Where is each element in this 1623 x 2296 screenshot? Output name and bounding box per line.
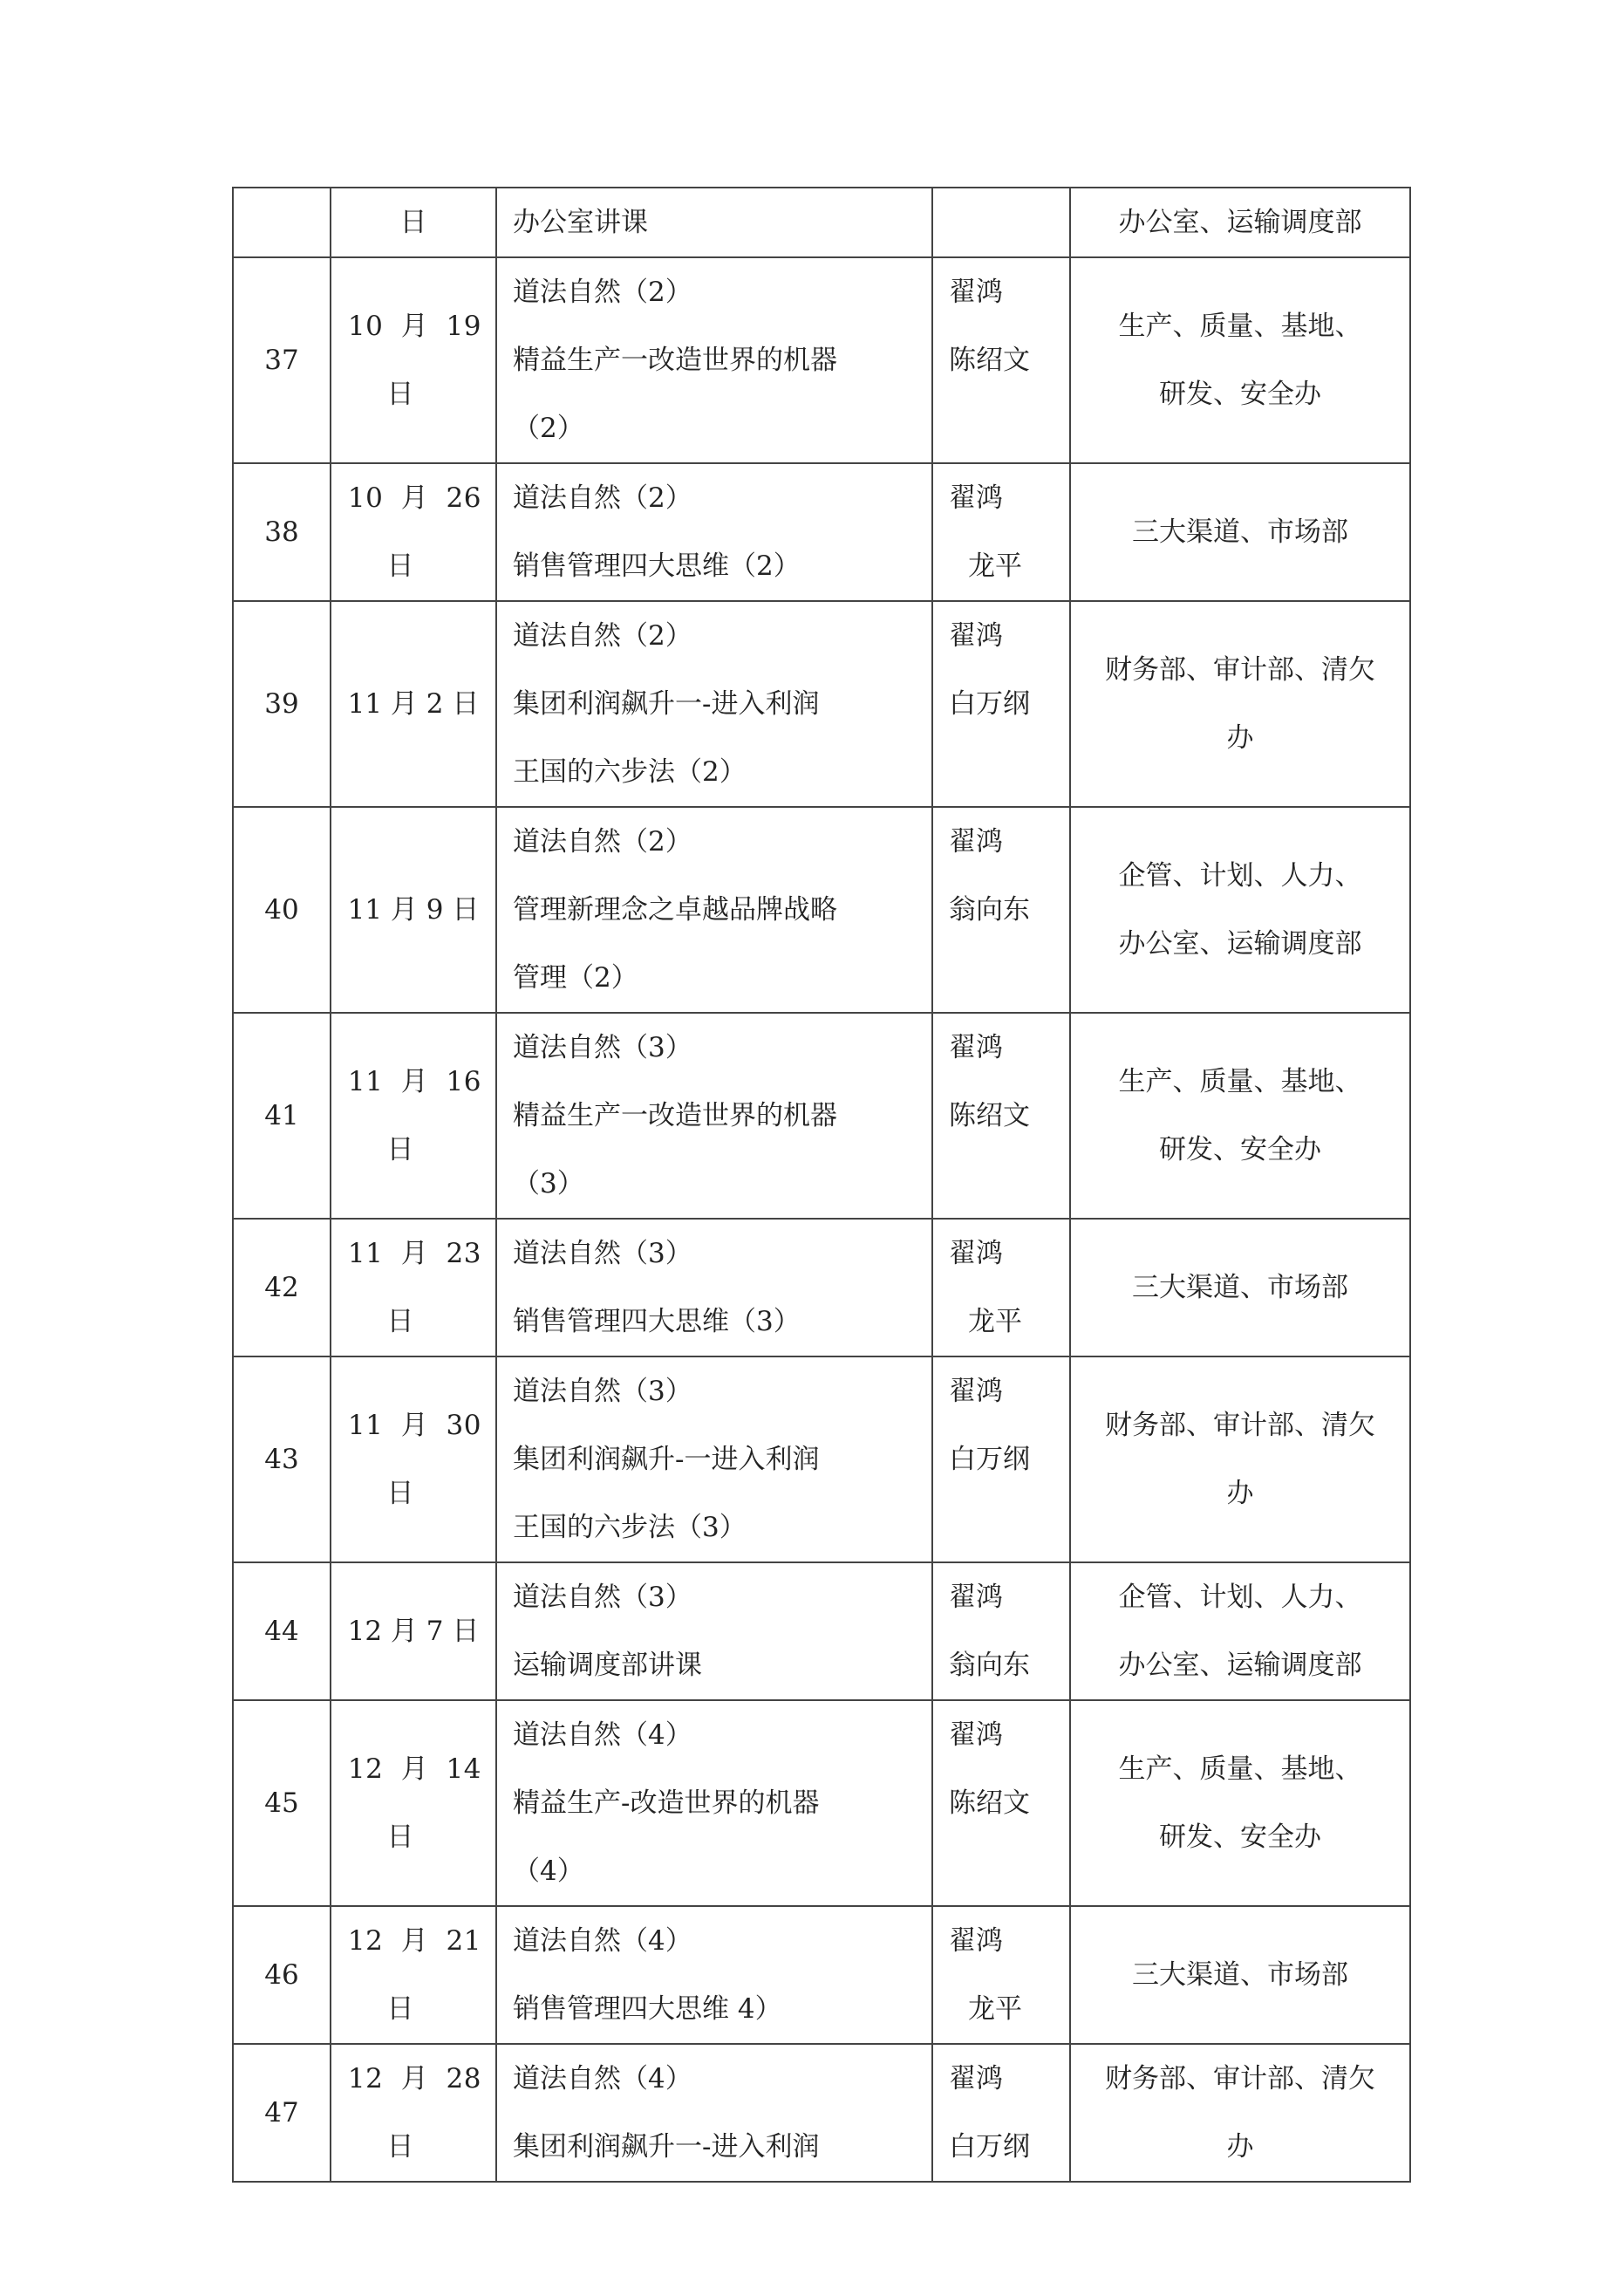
department-line: 财务部、审计部、清欠 [1105, 1410, 1375, 1441]
course-line: 精益生产一改造世界的机器 [513, 1100, 837, 1131]
cell-department [1070, 2044, 1410, 2182]
row-number: 40 [264, 894, 299, 926]
lecturer-name: 翟鸿 [949, 1238, 1003, 1269]
cell-date [331, 1013, 496, 1219]
lecturer-name: 翟鸿 [949, 1376, 1003, 1407]
row-number: 45 [264, 1787, 299, 1819]
cell-number [233, 1219, 331, 1356]
department-line: 研发、安全办 [1159, 1821, 1321, 1853]
cell-lecturer [932, 188, 1070, 257]
table-row [233, 1700, 1410, 1906]
cell-course [496, 1700, 932, 1906]
course-line: 集团利润飙升一-进入利润 [513, 688, 820, 720]
course-line: 道法自然（3） [513, 1032, 692, 1063]
lecturer-name: 翟鸿 [949, 620, 1003, 652]
date-line: 12 月 21 [347, 1925, 481, 1957]
date-line: 11 月 23 [347, 1238, 481, 1269]
department-line: 企管、计划、人力、 [1118, 860, 1362, 892]
department-line: 财务部、审计部、清欠 [1105, 2063, 1375, 2094]
course-line: （2） [513, 413, 584, 444]
table-row [233, 1906, 1410, 2044]
department-line: 办 [1226, 2131, 1254, 2163]
date-line: 11 月 9 日 [347, 894, 480, 926]
cell-department [1070, 1219, 1410, 1356]
row-number: 43 [264, 1444, 299, 1475]
date-line: 11 月 16 [347, 1066, 481, 1097]
date-line: 日 [386, 1821, 414, 1853]
table-row [233, 463, 1410, 601]
date-line: 日 [386, 1478, 414, 1509]
cell-lecturer [932, 601, 1070, 807]
table-row [233, 257, 1410, 463]
department-line: 生产、质量、基地、 [1118, 311, 1362, 342]
course-line: 道法自然（2） [513, 482, 692, 514]
course-line: 道法自然（2） [513, 620, 692, 652]
lecturer-name: 翟鸿 [949, 1925, 1003, 1957]
lecturer-name: 翁向东 [949, 1650, 1030, 1681]
cell-date [331, 2044, 496, 2182]
cell-course [496, 1906, 932, 2044]
department-line: 生产、质量、基地、 [1118, 1066, 1362, 1097]
row-number: 46 [264, 1959, 299, 1991]
cell-lecturer [932, 257, 1070, 463]
lecturer-name: 翟鸿 [949, 1719, 1003, 1751]
cell-lecturer [932, 807, 1070, 1013]
lecturer-name: 翟鸿 [949, 2063, 1003, 2094]
row-number: 44 [264, 1616, 299, 1647]
date-line: 日 [386, 2131, 414, 2163]
cell-course [496, 1562, 932, 1700]
cell-lecturer [932, 1356, 1070, 1562]
course-line: 王国的六步法（3） [513, 1512, 747, 1543]
department-line: 办公室、运输调度部 [1118, 207, 1362, 238]
cell-course [496, 2044, 932, 2182]
department-line: 办公室、运输调度部 [1118, 928, 1362, 960]
table-row [233, 807, 1410, 1013]
course-line: 道法自然（4） [513, 2063, 692, 2094]
cell-date [331, 1562, 496, 1700]
course-line: 运输调度部讲课 [513, 1650, 702, 1681]
course-line: 集团利润飙升-一进入利润 [513, 1444, 820, 1475]
course-line: 销售管理四大思维 4） [513, 1993, 782, 2025]
table-row [233, 601, 1410, 807]
lecturer-name: 翟鸿 [949, 826, 1003, 858]
lecturer-name: 翟鸿 [949, 1582, 1003, 1613]
cell-department [1070, 1562, 1410, 1700]
cell-number [233, 1700, 331, 1906]
date-line: 日 [386, 379, 414, 410]
date-line: 日 [386, 550, 414, 582]
cell-date [331, 463, 496, 601]
row-number: 39 [264, 688, 299, 720]
date-line: 10 月 19 [347, 311, 481, 342]
cell-course [496, 1356, 932, 1562]
course-line: 道法自然（3） [513, 1376, 692, 1407]
table-row [233, 1219, 1410, 1356]
date-line: 11 月 30 [347, 1410, 481, 1441]
course-line: 办公室讲课 [513, 207, 648, 238]
department-line: 研发、安全办 [1159, 379, 1321, 410]
course-line: 道法自然（3） [513, 1582, 692, 1613]
lecturer-name: 白万纲 [949, 2131, 1030, 2163]
cell-department [1070, 188, 1410, 257]
department-line: 生产、质量、基地、 [1118, 1753, 1362, 1785]
cell-department [1070, 601, 1410, 807]
cell-lecturer [932, 1906, 1070, 2044]
cell-number [233, 257, 331, 463]
cell-date [331, 1700, 496, 1906]
cell-number [233, 807, 331, 1013]
department-line: 财务部、审计部、清欠 [1105, 654, 1375, 686]
cell-course [496, 601, 932, 807]
row-number: 47 [264, 2097, 299, 2129]
cell-date [331, 188, 496, 257]
cell-department [1070, 1013, 1410, 1219]
cell-course [496, 463, 932, 601]
cell-date [331, 1906, 496, 2044]
date-line: 10 月 26 [347, 482, 481, 514]
table-row [233, 1562, 1410, 1700]
cell-course [496, 188, 932, 257]
course-line: 销售管理四大思维（3） [513, 1306, 801, 1337]
cell-number [233, 188, 331, 257]
department-line: 办公室、运输调度部 [1118, 1650, 1362, 1681]
lecturer-name: 翁向东 [949, 894, 1030, 926]
lecturer-name: 龙平 [968, 1306, 1022, 1337]
course-line: 管理（2） [513, 962, 638, 994]
date-line: 12 月 7 日 [347, 1616, 480, 1647]
lecturer-name: 陈绍文 [949, 1787, 1030, 1819]
cell-date [331, 1356, 496, 1562]
cell-date [331, 601, 496, 807]
schedule-body [233, 188, 1410, 2182]
course-line: 道法自然（4） [513, 1925, 692, 1957]
course-line: 集团利润飙升一-进入利润 [513, 2131, 820, 2163]
cell-lecturer [932, 1562, 1070, 1700]
cell-course [496, 257, 932, 463]
row-number: 42 [264, 1272, 299, 1303]
date-line: 日 [386, 1134, 414, 1165]
department-line: 三大渠道、市场部 [1132, 516, 1348, 548]
course-line: 王国的六步法（2） [513, 756, 747, 788]
cell-department [1070, 1700, 1410, 1906]
cell-number [233, 601, 331, 807]
row-number: 38 [264, 516, 299, 548]
course-line: 管理新理念之卓越品牌战略 [513, 894, 837, 926]
course-line: 道法自然（2） [513, 826, 692, 858]
cell-department [1070, 1356, 1410, 1562]
lecturer-name: 龙平 [968, 1993, 1022, 2025]
cell-number [233, 2044, 331, 2182]
lecturer-name: 龙平 [968, 550, 1022, 582]
cell-course [496, 807, 932, 1013]
department-line: 办 [1226, 1478, 1254, 1509]
department-line: 办 [1226, 722, 1254, 754]
cell-date [331, 257, 496, 463]
cell-department [1070, 1906, 1410, 2044]
cell-course [496, 1219, 932, 1356]
course-line: 道法自然（2） [513, 277, 692, 308]
date-line: 12 月 28 [347, 2063, 481, 2094]
date-line: 日 [386, 1993, 414, 2025]
course-line: 精益生产-改造世界的机器 [513, 1787, 820, 1819]
cell-course [496, 1013, 932, 1219]
course-line: 道法自然（3） [513, 1238, 692, 1269]
course-line: 销售管理四大思维（2） [513, 550, 801, 582]
course-line: 道法自然（4） [513, 1719, 692, 1751]
date-line: 11 月 2 日 [347, 688, 480, 720]
table-row [233, 2044, 1410, 2182]
table-row [233, 1013, 1410, 1219]
department-line: 企管、计划、人力、 [1118, 1582, 1362, 1613]
cell-lecturer [932, 1700, 1070, 1906]
department-line: 研发、安全办 [1159, 1134, 1321, 1165]
lecturer-name: 陈绍文 [949, 1100, 1030, 1131]
date-line: 日 [399, 207, 427, 238]
cell-department [1070, 463, 1410, 601]
training-schedule-table [232, 187, 1411, 2183]
department-line: 三大渠道、市场部 [1132, 1959, 1348, 1991]
cell-number [233, 463, 331, 601]
course-line: （3） [513, 1168, 584, 1199]
lecturer-name: 翟鸿 [949, 277, 1003, 308]
cell-date [331, 807, 496, 1013]
lecturer-name: 陈绍文 [949, 345, 1030, 376]
cell-lecturer [932, 1013, 1070, 1219]
cell-date [331, 1219, 496, 1356]
course-line: 精益生产一改造世界的机器 [513, 345, 837, 376]
lecturer-name: 白万纲 [949, 1444, 1030, 1475]
cell-number [233, 1906, 331, 2044]
course-line: （4） [513, 1855, 584, 1887]
date-line: 日 [386, 1306, 414, 1337]
cell-department [1070, 807, 1410, 1013]
lecturer-name: 白万纲 [949, 688, 1030, 720]
department-line: 三大渠道、市场部 [1132, 1272, 1348, 1303]
table-row [233, 1356, 1410, 1562]
cell-department [1070, 257, 1410, 463]
cell-number [233, 1013, 331, 1219]
date-line: 12 月 14 [347, 1753, 481, 1785]
row-number: 37 [264, 345, 299, 376]
cell-lecturer [932, 2044, 1070, 2182]
cell-lecturer [932, 463, 1070, 601]
lecturer-name: 翟鸿 [949, 1032, 1003, 1063]
row-number: 41 [264, 1100, 299, 1131]
cell-lecturer [932, 1219, 1070, 1356]
cell-number [233, 1356, 331, 1562]
lecturer-name: 翟鸿 [949, 482, 1003, 514]
table-row [233, 188, 1410, 257]
cell-number [233, 1562, 331, 1700]
